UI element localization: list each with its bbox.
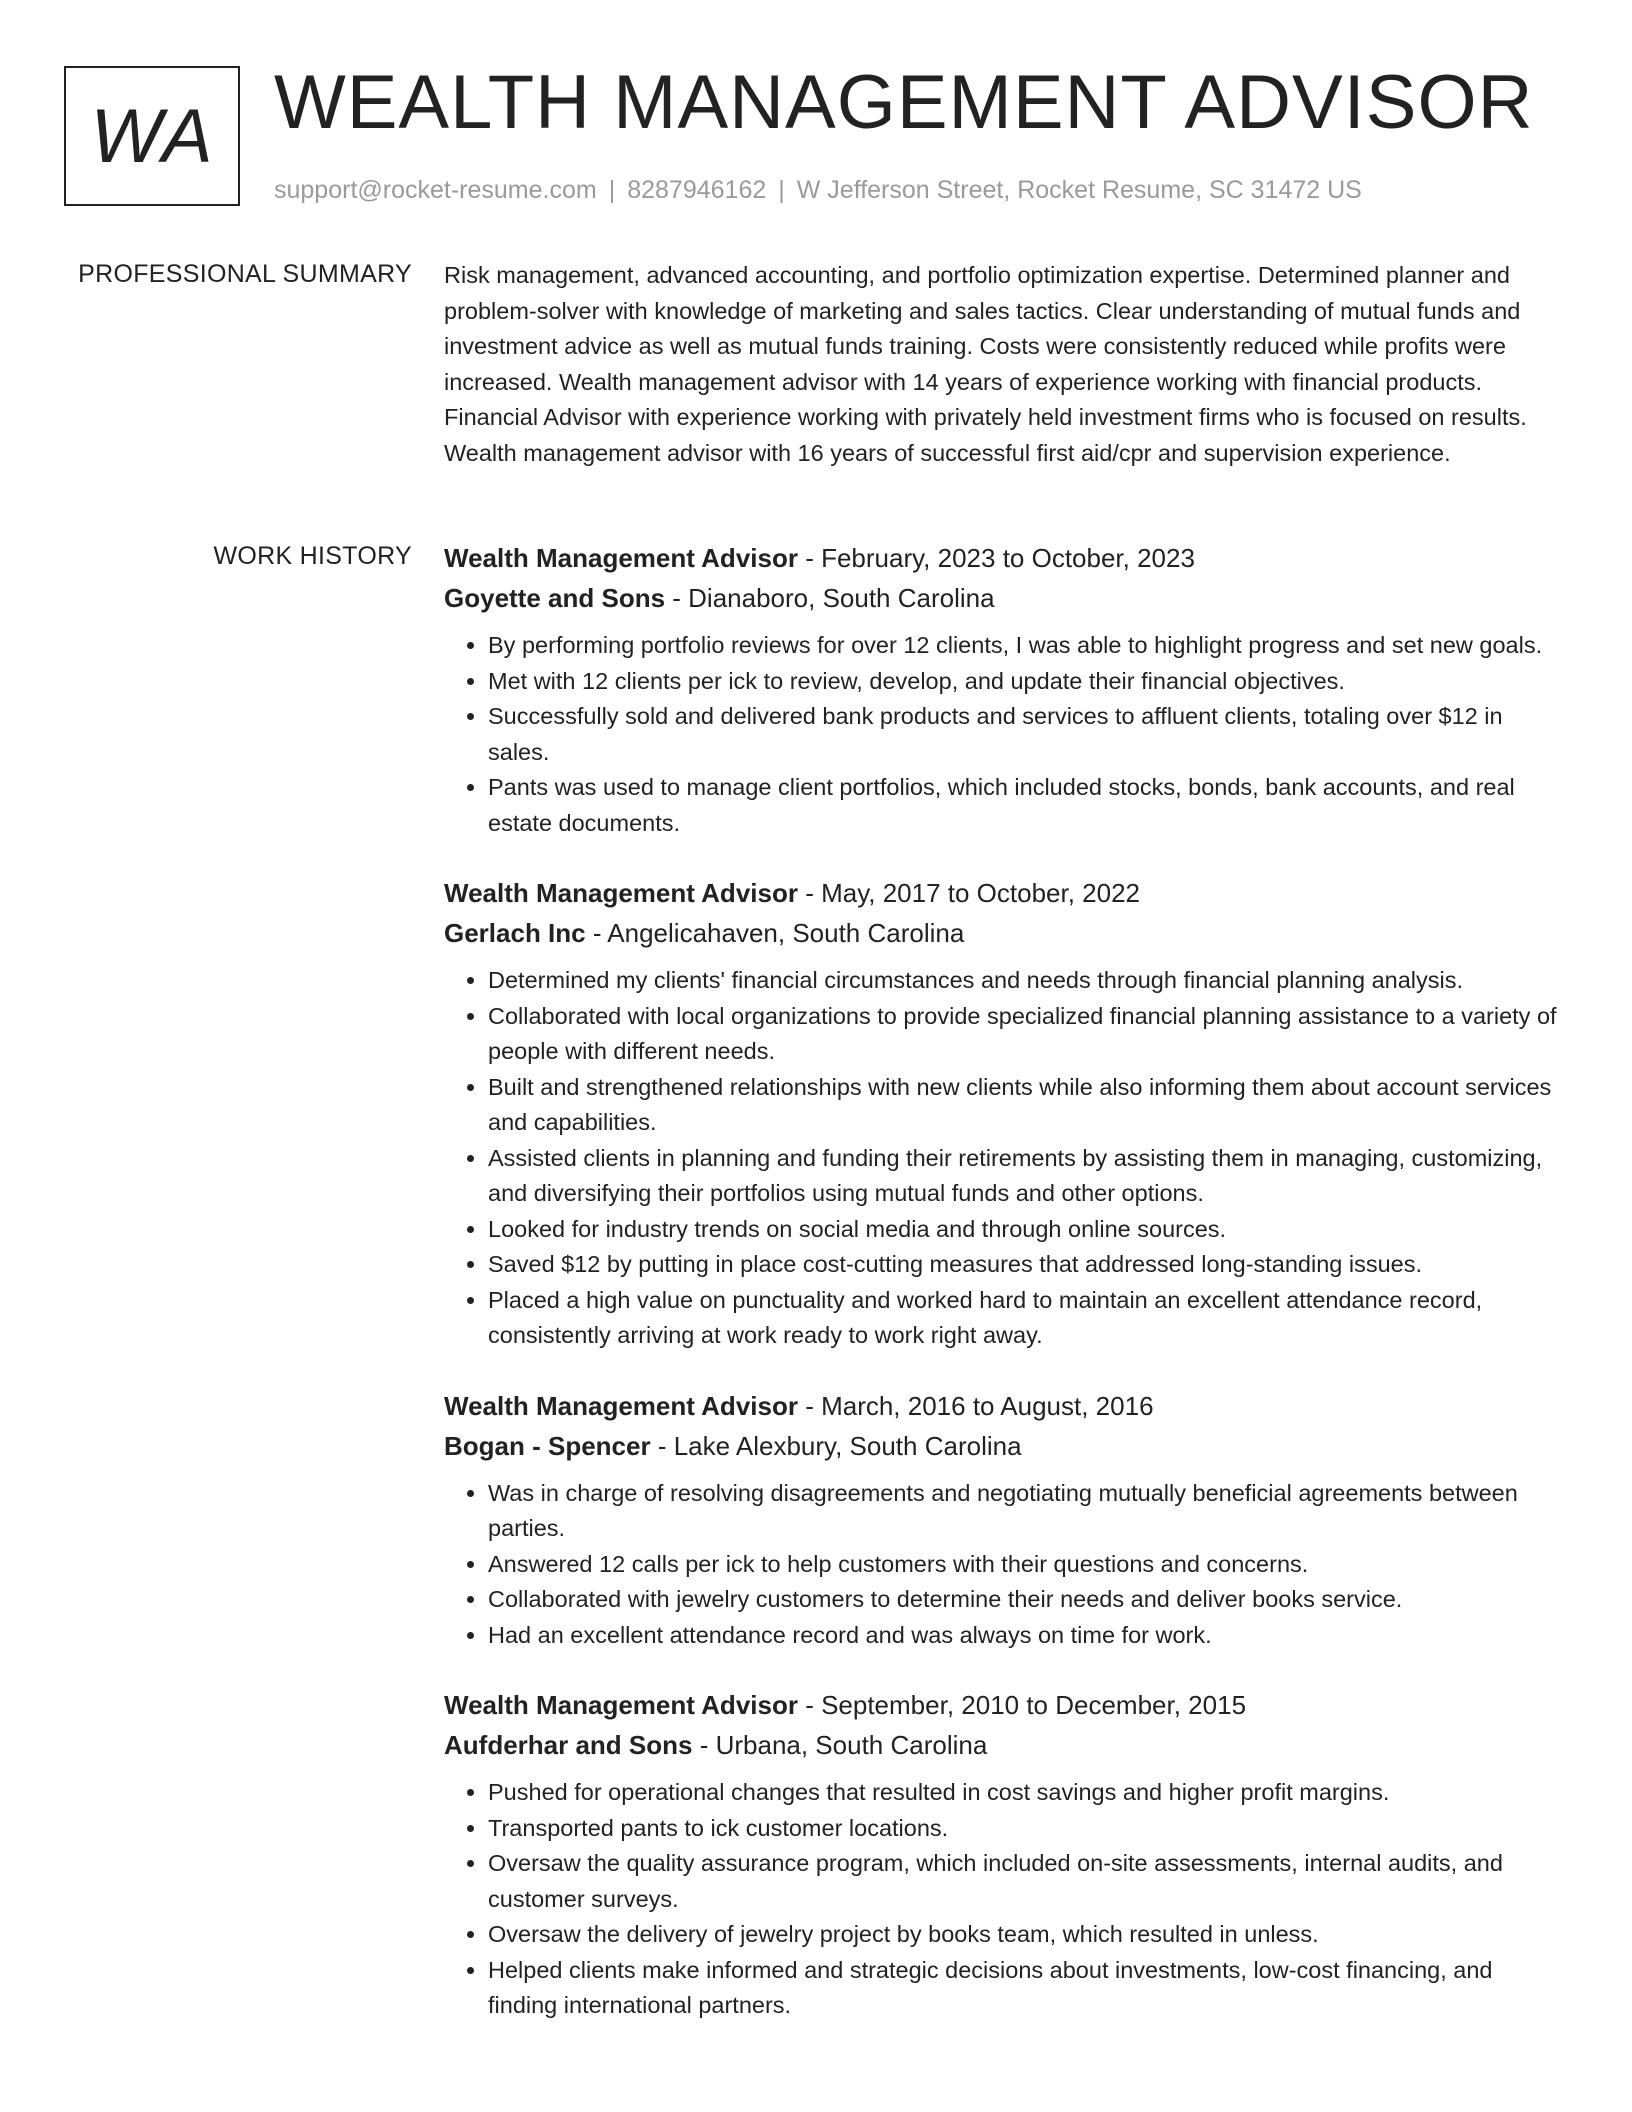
work-history-body [444, 538, 1562, 2056]
job-bullet: • Built and strengthened relationships with new clients while also informing them about account services and capabilities. [488, 1070, 1562, 1141]
job-dates: - September, 2010 to December, 2015 [797, 1690, 1247, 1720]
job-bullet: • Met with 12 clients per ick to review, develop, and update their financial objectives. [488, 664, 1562, 700]
summary-text: Risk management, advanced accounting, and portfolio optimization expertise. Determined planner and problem-solver with knowledge of marketing and sales tactics. Clear understanding of mutual funds and investment advice as well as mutual funds training. Costs were consistently reduced while profits were increased. Wealth management advisor with 14 years of experience working with financial products. Financial Advisor with experience working with privately held investment firms who is focused on results. Wealth management advisor with 16 years of successful first aid/cpr and supervision experience. [444, 262, 1527, 466]
resume-title: WEALTH MANAGEMENT ADVISOR [274, 60, 1534, 145]
job-dates: - February, 2023 to October, 2023 [797, 543, 1195, 573]
job-bullet: • Had an excellent attendance record and was always on time for work. [488, 1618, 1562, 1654]
job-company-line [444, 578, 1562, 618]
job-company: Gerlach Inc [444, 918, 586, 948]
contact-line [274, 174, 1362, 206]
summary-heading: PROFESSIONAL SUMMARY [78, 260, 412, 288]
job-role: Wealth Management Advisor [444, 1690, 798, 1720]
job-bullets [444, 628, 1562, 841]
job-company: Goyette and Sons [444, 583, 666, 613]
job-bullet: • Was in charge of resolving disagreements and negotiating mutually beneficial agreements between parties. [488, 1476, 1562, 1547]
job-bullet: • Transported pants to ick customer locations. [488, 1811, 1562, 1847]
job-bullet: • Pushed for operational changes that resulted in cost savings and higher profit margins. [488, 1775, 1562, 1811]
job-dates: - May, 2017 to October, 2022 [797, 878, 1141, 908]
job-bullet: • Helped clients make informed and strategic decisions about investments, low-cost financing, and finding international partners. [488, 1953, 1562, 2024]
job-bullet: • Assisted clients in planning and funding their retirements by assisting them in managing, customizing, and diversifying their portfolios using mutual funds and other options. [488, 1141, 1562, 1212]
contact-address: W Jefferson Street, Rocket Resume, SC 31472 US [796, 176, 1362, 204]
contact-separator: | [778, 176, 785, 204]
job-entry [444, 538, 1562, 841]
job-company-line [444, 1426, 1562, 1466]
job-bullet: • Collaborated with jewelry customers to determine their needs and deliver books service. [488, 1582, 1562, 1618]
work-history-heading: WORK HISTORY [213, 542, 412, 570]
job-role: Wealth Management Advisor [444, 1390, 798, 1421]
job-location: - Angelicahaven, South Carolina [585, 918, 965, 948]
job-role-line [444, 538, 1562, 578]
job-bullet: • Determined my clients' financial circumstances and needs through financial planning analysis. [488, 963, 1562, 999]
job-dates: - March, 2016 to August, 2016 [797, 1390, 1154, 1421]
job-entry [444, 1685, 1562, 2024]
job-role: Wealth Management Advisor [444, 543, 798, 573]
job-company: Bogan - Spencer [444, 1430, 651, 1461]
job-bullet: • Answered 12 calls per ick to help customers with their questions and concerns. [488, 1547, 1562, 1583]
job-location: - Dianaboro, South Carolina [665, 583, 995, 613]
job-bullets [444, 963, 1562, 1354]
job-company-line [444, 913, 1562, 953]
job-bullet: • Placed a high value on punctuality and worked hard to maintain an excellent attendance record, consistently arriving at work ready to work right away. [488, 1283, 1562, 1354]
job-role-line [444, 873, 1562, 913]
monogram-box [64, 66, 240, 206]
contact-phone[interactable]: 8287946162 [627, 176, 767, 204]
contact-separator: | [608, 176, 616, 204]
job-location: - Lake Alexbury, South Carolina [650, 1430, 1022, 1461]
job-company: Aufderhar and Sons [444, 1730, 693, 1760]
job-bullet: • Successfully sold and delivered bank products and services to affluent clients, totaling over $12 in sales. [488, 699, 1562, 770]
summary-body [444, 258, 1562, 471]
job-role: Wealth Management Advisor [444, 878, 798, 908]
job-location: - Urbana, South Carolina [692, 1730, 988, 1760]
job-role-line [444, 1386, 1562, 1426]
job-bullets [444, 1476, 1562, 1654]
monogram-initials: WA [90, 93, 214, 179]
job-entry [444, 873, 1562, 1354]
job-bullet: • By performing portfolio reviews for over 12 clients, I was able to highlight progress and set new goals. [488, 628, 1562, 664]
contact-email[interactable]: support@rocket-resume.com [274, 176, 597, 204]
job-company-line [444, 1725, 1562, 1765]
job-bullet: • Oversaw the delivery of jewelry project by books team, which resulted in unless. [488, 1917, 1562, 1953]
job-bullet: • Saved $12 by putting in place cost-cutting measures that addressed long-standing issues. [488, 1247, 1562, 1283]
job-bullets [444, 1775, 1562, 2024]
job-role-line [444, 1685, 1562, 1725]
job-bullet: • Pants was used to manage client portfolios, which included stocks, bonds, bank accounts, and real estate documents. [488, 770, 1562, 841]
job-bullet: • Looked for industry trends on social media and through online sources. [488, 1212, 1562, 1248]
job-entry [444, 1386, 1562, 1654]
job-bullet: • Collaborated with local organizations to provide specialized financial planning assistance to a variety of people with different needs. [488, 999, 1562, 1070]
job-bullet: • Oversaw the quality assurance program, which included on-site assessments, internal audits, and customer surveys. [488, 1846, 1562, 1917]
